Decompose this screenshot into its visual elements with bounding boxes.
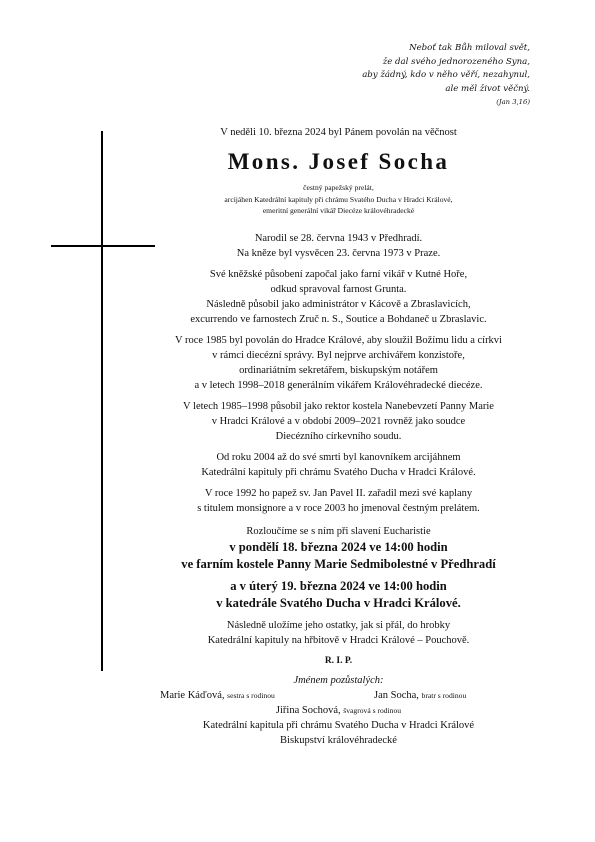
- mourner: [116, 703, 561, 718]
- deceased-titles: [116, 182, 561, 217]
- mourners-section: [116, 673, 561, 748]
- bio-line: Diecézního církevního soudu.: [275, 430, 402, 442]
- burial-line: Katedrální kapituly na hřbitově v Hradci Králové – Pouchově.: [207, 634, 470, 646]
- bio-line: a v letech 1998–2018 generálním vikářem Královéhradecké diecéze.: [194, 379, 483, 391]
- mourner-relation: sestra s rodinou: [227, 690, 275, 700]
- bio-paragraph: [116, 231, 561, 261]
- mourner-relation: švagrová s rodinou: [343, 705, 402, 715]
- bio-line: V letech 1985–1998 působil jako rektor kostela Nanebevzetí Panny Marie: [183, 400, 494, 412]
- institution: Katedrální kapitula při chrámu Svatého Ducha v Hradci Králové: [202, 719, 475, 731]
- bio-line: V roce 1992 ho papež sv. Jan Pavel II. zařadil mezi své kaplany: [204, 487, 473, 499]
- bio-line: Své kněžské působení započal jako farní vikář v Kutné Hoře,: [209, 268, 468, 280]
- mourner-name: Marie Káďová,: [160, 689, 225, 701]
- bio-paragraph: [116, 267, 561, 327]
- title-line: emeritní generální vikář Diecéze královéhradecké: [262, 206, 415, 215]
- bio-paragraph: [116, 450, 561, 480]
- event-place: ve farním kostele Panny Marie Sedmibolestné v Předhradí: [181, 556, 496, 571]
- bio-paragraph: [116, 399, 561, 444]
- burial-note: [116, 618, 561, 648]
- quote-reference: (Jan 3,16): [496, 98, 530, 107]
- mourners-heading: Jménem pozůstalých:: [293, 674, 384, 686]
- obituary-body: [116, 125, 561, 748]
- event-place: v katedrále Svatého Ducha v Hradci Králové.: [216, 595, 461, 610]
- bio-line: s titulem monsignore a v roce 2003 ho jmenoval čestným prelátem.: [197, 502, 480, 514]
- mourner: [374, 688, 466, 703]
- institution: Biskupství královéhradecké: [280, 734, 397, 746]
- quote-line: ale měl život věčný.: [445, 83, 530, 94]
- mourners-pair: [116, 688, 561, 703]
- bio-line: V roce 1985 byl povolán do Hradce Králové, aby sloužil Božímu lidu a církvi: [175, 334, 502, 346]
- rip-text: R. I. P.: [324, 655, 353, 666]
- deceased-name: Mons. Josef Socha: [227, 149, 450, 174]
- mourner-relation: bratr s rodinou: [421, 690, 467, 700]
- bio-paragraph: [116, 333, 561, 393]
- quote-line: že dal svého jednorozeného Syna,: [382, 56, 530, 67]
- bio-line: v Hradci Králové a v období 2009–2021 rovněž jako soudce: [211, 415, 466, 427]
- bio-line: ordinariátním sekretářem, biskupským notářem: [239, 364, 438, 376]
- burial-line: Následně uložíme jeho ostatky, jak si přál, do hrobky: [226, 619, 451, 631]
- cross-icon-vertical: [101, 131, 103, 671]
- bio-line: Narodil se 28. června 1943 v Předhradí.: [254, 232, 423, 244]
- event-date: v pondělí 18. března 2024 ve 14:00 hodin: [229, 539, 448, 554]
- quote-line: aby žádný, kdo v něho věří, nezahynul,: [362, 70, 530, 81]
- title-line: čestný papežský prelát,: [303, 183, 374, 192]
- quote-line: Neboť tak Bůh miloval svět,: [409, 43, 530, 53]
- bio-paragraph: [116, 486, 561, 516]
- farewell-section: [116, 524, 561, 612]
- title-line: arcijáhen Katedrální kapituly při chrámu Svatého Ducha v Hradci Králové,: [224, 194, 453, 204]
- mourner: [160, 688, 275, 703]
- event-date: a v úterý 19. března 2024 ve 14:00 hodin: [230, 578, 447, 593]
- mourner-name: Jiřina Sochová,: [275, 704, 341, 716]
- bio-line: v rámci diecézní správy. Byl nejprve archivářem konzistoře,: [212, 349, 465, 361]
- bio-line: Katedrální kapituly při chrámu Svatého Ducha v Hradci Králové.: [201, 466, 476, 478]
- announcement-intro: V neděli 10. března 2024 byl Pánem povolán na věčnost: [220, 127, 457, 138]
- bio-line: Následně působil jako administrátor v Kácově a Zbraslavicích,: [206, 298, 471, 310]
- bio-line: odkud spravoval farnost Grunta.: [270, 283, 407, 295]
- bible-quote: [300, 42, 530, 108]
- bio-line: Na kněze byl vysvěcen 23. června 1973 v Praze.: [236, 247, 441, 259]
- bio-line: Od roku 2004 až do své smrti byl kanovníkem arcijáhnem: [216, 451, 461, 463]
- farewell-intro: Rozloučíme se s ním při slavení Eucharistie: [246, 525, 431, 537]
- bio-line: excurrendo ve farnostech Zruč n. S., Soutice a Bohdaneč u Zbraslavic.: [190, 313, 487, 325]
- mourner-name: Jan Socha,: [374, 689, 419, 701]
